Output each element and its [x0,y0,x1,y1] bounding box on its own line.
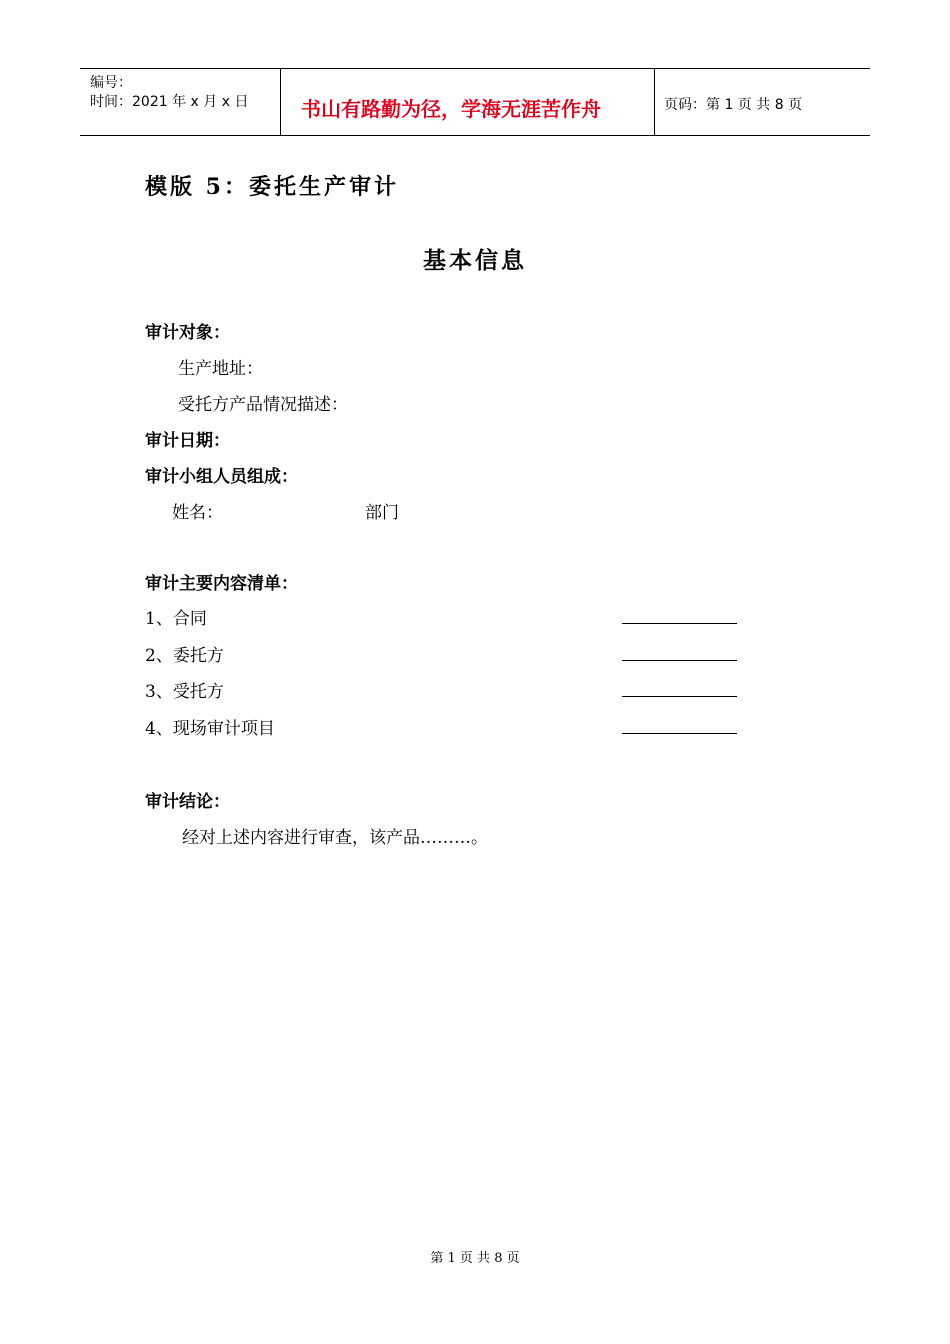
content-item-blank-line [622,623,737,624]
content-item-blank-line [622,696,737,697]
team-name-label: 姓名： [172,503,223,523]
product-description-label: 受托方产品情况描述： [178,395,348,415]
audit-conclusion-label: 审计结论： [145,792,230,812]
header-info-cell [80,69,281,135]
audit-object-label: 审计对象： [145,323,230,343]
audit-date-label: 审计日期： [145,431,230,451]
content-list-item: 1、合同 [145,609,207,629]
header-page-number: 页码：第 1 页 共 8 页 [664,97,803,113]
header-page-cell [655,69,870,135]
content-list-item: 3、受托方 [145,682,224,702]
audit-team-label: 审计小组人员组成： [145,467,298,487]
document-title: 模版 5：委托生产审计 [145,174,399,200]
team-department-label: 部门 [365,503,399,523]
content-list-item: 2、委托方 [145,646,224,666]
section-title: 基本信息 [423,247,527,274]
production-address-label: 生产地址： [178,359,263,379]
content-list-item: 4、现场审计项目 [145,719,275,739]
header-motto-cell [281,69,655,135]
page-footer: 第 1 页 共 8 页 [430,1251,520,1266]
page-header [80,68,870,136]
content-list-label: 审计主要内容清单： [145,574,298,594]
document-number-label: 编号： [90,75,132,91]
header-motto: 书山有路勤为径，学海无涯苦作舟 [301,97,601,121]
content-item-blank-line [622,733,737,734]
content-item-blank-line [622,660,737,661]
audit-conclusion-text: 经对上述内容进行审查，该产品………。 [182,828,488,848]
document-time-label: 时间：2021 年 x 月 x 日 [90,94,249,110]
